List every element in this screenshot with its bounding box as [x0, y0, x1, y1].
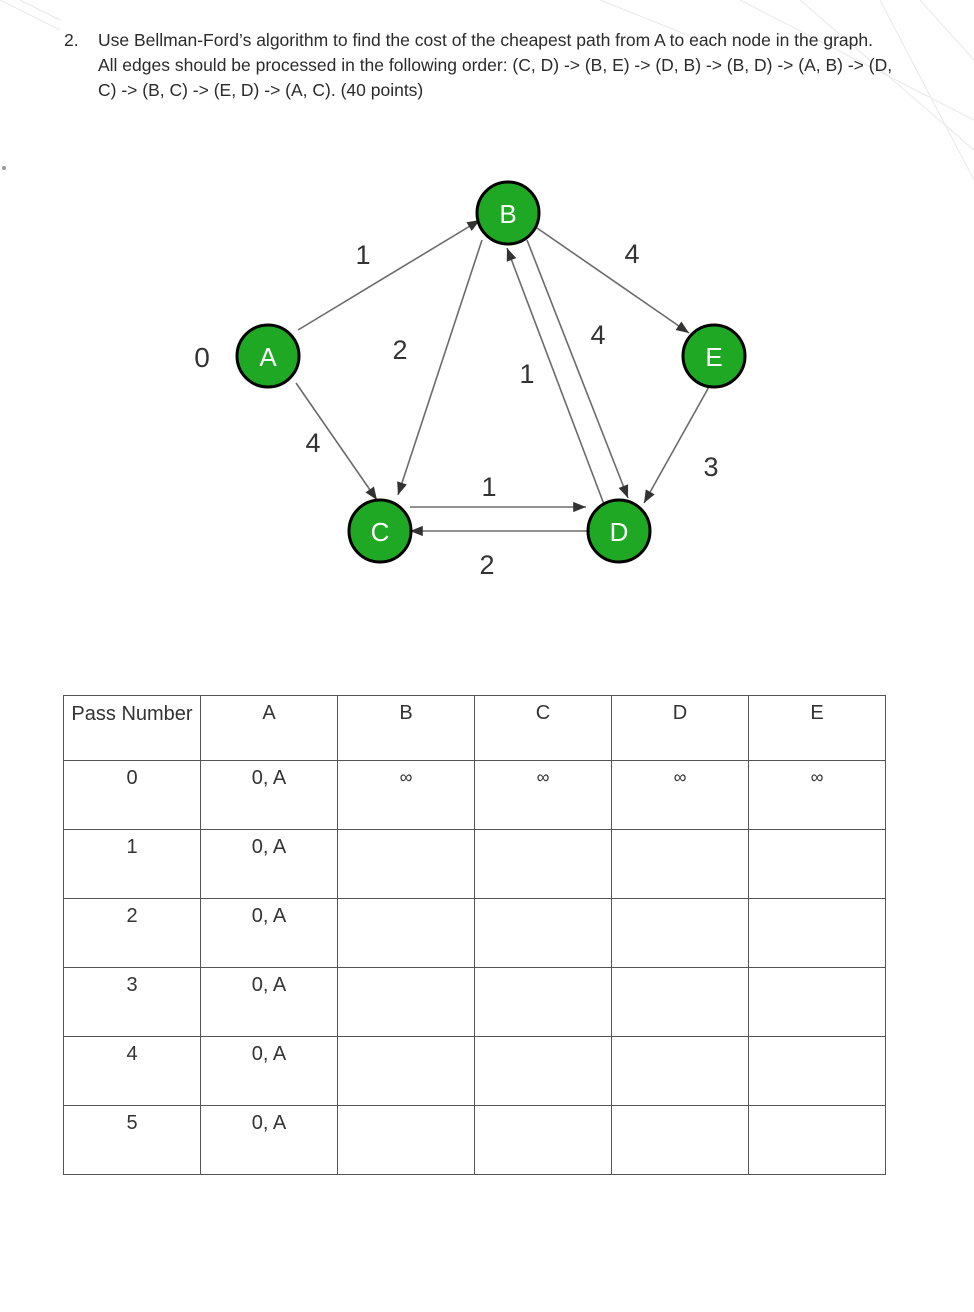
table-row: [64, 830, 886, 899]
table-row: [64, 899, 886, 968]
cell-e[interactable]: [749, 1037, 886, 1106]
cell-b: ∞: [338, 761, 475, 830]
cell-a: 0, A: [201, 1106, 338, 1175]
cell-pass: 3: [64, 968, 201, 1037]
cell-c: ∞: [475, 761, 612, 830]
node-a-label: A: [259, 342, 277, 372]
edge-b-d: [527, 240, 628, 498]
edge-e-d: [644, 385, 710, 503]
header-c: C: [475, 696, 612, 761]
cell-c[interactable]: [475, 830, 612, 899]
cell-a: 0, A: [201, 899, 338, 968]
cell-a: 0, A: [201, 1037, 338, 1106]
source-distance-label: 0: [194, 342, 210, 373]
node-d-label: D: [609, 517, 629, 547]
cell-pass: 5: [64, 1106, 201, 1175]
weight-c-d: 1: [481, 472, 497, 502]
weight-b-c: 2: [392, 335, 408, 365]
edge-a-b: [298, 220, 480, 330]
weight-d-c: 2: [479, 550, 495, 580]
cell-b[interactable]: [338, 1106, 475, 1175]
table-row: [64, 761, 886, 830]
cell-c[interactable]: [475, 968, 612, 1037]
cell-e: ∞: [749, 761, 886, 830]
cell-a: 0, A: [201, 761, 338, 830]
edge-b-e: [537, 228, 689, 333]
cell-b[interactable]: [338, 968, 475, 1037]
cell-d[interactable]: [612, 1106, 749, 1175]
header-e: E: [749, 696, 886, 761]
node-e-label: E: [705, 342, 723, 372]
table-row: [64, 1106, 886, 1175]
cell-a: 0, A: [201, 968, 338, 1037]
weight-b-e: 4: [624, 239, 640, 269]
question-number: 2.: [64, 30, 79, 50]
weight-d-b: 1: [519, 359, 535, 389]
edge-b-c: [398, 240, 482, 495]
cell-pass: 4: [64, 1037, 201, 1106]
cell-e[interactable]: [749, 968, 886, 1037]
cell-c[interactable]: [475, 1037, 612, 1106]
cell-b[interactable]: [338, 899, 475, 968]
bellman-ford-table: [63, 695, 886, 1175]
header-d: D: [612, 696, 749, 761]
weight-b-d: 4: [590, 320, 606, 350]
weight-a-c: 4: [305, 428, 321, 458]
cell-e[interactable]: [749, 899, 886, 968]
cell-b[interactable]: [338, 1037, 475, 1106]
cell-c[interactable]: [475, 1106, 612, 1175]
node-c-label: C: [370, 517, 390, 547]
cell-a: 0, A: [201, 830, 338, 899]
cell-d[interactable]: [612, 968, 749, 1037]
node-b-label: B: [499, 199, 517, 229]
cell-d: ∞: [612, 761, 749, 830]
question-line-2: All edges should be processed in the following order: (C, D) -> (B, E) -> (D, B) -> (B, D) -> (A, B) -> (D,: [98, 55, 893, 75]
table-row: [64, 968, 886, 1037]
table-row: [64, 1037, 886, 1106]
cell-d[interactable]: [612, 899, 749, 968]
weight-a-b: 1: [355, 240, 371, 270]
question-line-1: Use Bellman-Ford’s algorithm to find the cost of the cheapest path from A to each node in the graph.: [98, 30, 873, 50]
cell-pass: 2: [64, 899, 201, 968]
cell-c[interactable]: [475, 899, 612, 968]
header-pass-number: Pass Number: [64, 696, 201, 761]
table-header-row: [64, 696, 886, 761]
question-line-3: C) -> (B, C) -> (E, D) -> (A, C). (40 points): [98, 80, 424, 100]
cell-e[interactable]: [749, 1106, 886, 1175]
cell-b[interactable]: [338, 830, 475, 899]
weight-e-d: 3: [703, 452, 719, 482]
header-a: A: [201, 696, 338, 761]
cell-pass: 1: [64, 830, 201, 899]
cell-d[interactable]: [612, 1037, 749, 1106]
graph-diagram: [0, 0, 974, 640]
cell-d[interactable]: [612, 830, 749, 899]
header-b: B: [338, 696, 475, 761]
cell-e[interactable]: [749, 830, 886, 899]
cell-pass: 0: [64, 761, 201, 830]
